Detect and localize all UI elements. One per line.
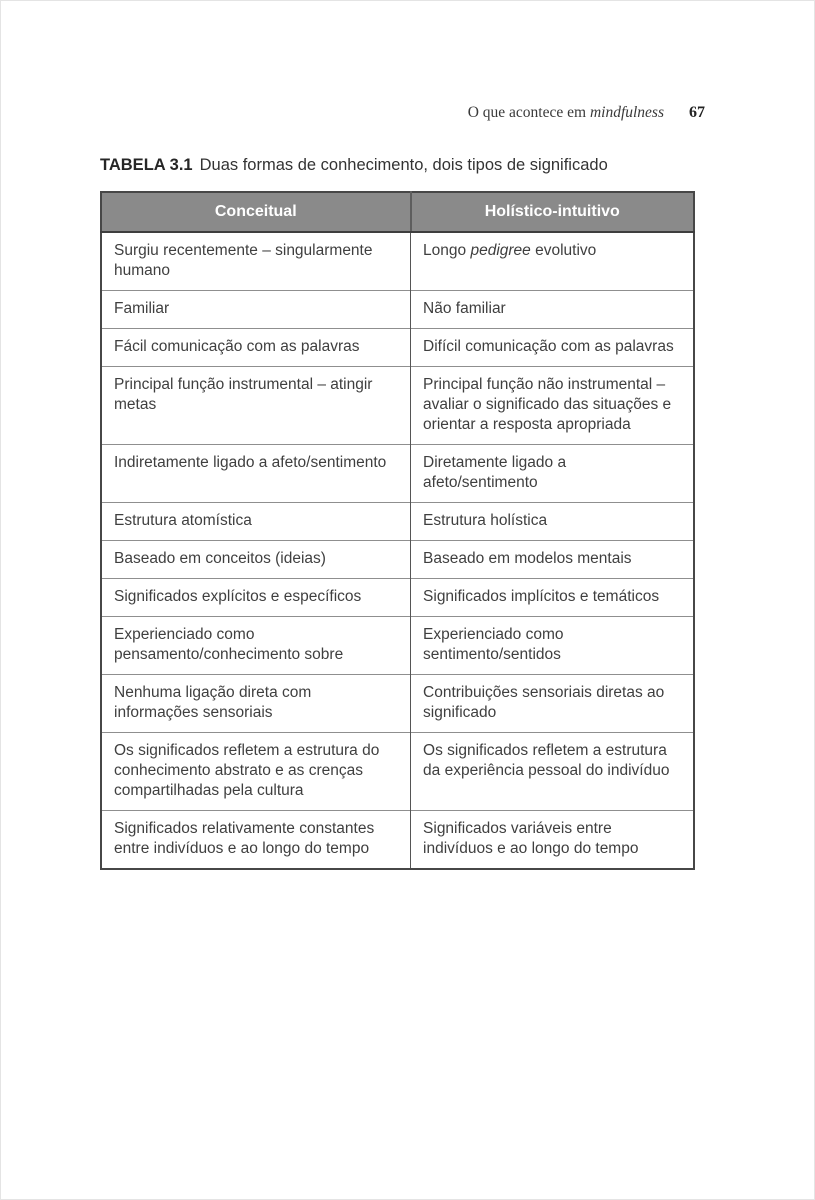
cell-text: Fácil comunicação com as palavras xyxy=(114,338,360,355)
cell-text: Significados explícitos e específicos xyxy=(114,588,362,605)
table-row xyxy=(101,541,694,579)
column-header-conceitual: Conceitual xyxy=(101,192,411,232)
cell-text: evolutivo xyxy=(530,242,597,259)
running-head-italic: mindfulness xyxy=(589,104,664,121)
table-row xyxy=(101,232,694,291)
cell-text: Nenhuma ligação direta com informações sensoriais xyxy=(114,684,312,721)
table-row xyxy=(101,733,694,811)
table-cell-right xyxy=(411,811,694,870)
table-header-row xyxy=(101,192,694,232)
table-row xyxy=(101,617,694,675)
cell-text: Difícil comunicação com as palavras xyxy=(423,338,674,355)
italic-text: pedigree xyxy=(470,242,531,259)
table-cell-right xyxy=(411,291,694,329)
table-cell-right xyxy=(411,675,694,733)
table-cell-left xyxy=(101,675,411,733)
column-header-holistico-intuitivo: Holístico-intuitivo xyxy=(411,192,694,232)
cell-text: Contribuições sensoriais diretas ao significado xyxy=(423,684,665,721)
table-cell-right xyxy=(411,367,694,445)
cell-text: Baseado em modelos mentais xyxy=(423,550,632,567)
cell-text: Baseado em conceitos (ideias) xyxy=(114,550,326,567)
table-cell-left xyxy=(101,579,411,617)
cell-text: Familiar xyxy=(114,300,170,317)
table-cell-right xyxy=(411,617,694,675)
cell-text: Principal função não instrumental – avaliar o significado das situações e orientar a resposta apropriada xyxy=(423,376,672,433)
cell-text: Significados implícitos e temáticos xyxy=(423,588,660,605)
table-row xyxy=(101,579,694,617)
page-number: 67 xyxy=(689,104,705,121)
cell-text: Principal função instrumental – atingir metas xyxy=(114,376,373,413)
cell-text: Os significados refletem a estrutura do conhecimento abstrato e as crenças compartilhadas pela cultura xyxy=(114,742,380,799)
cell-text: Indiretamente ligado a afeto/sentimento xyxy=(114,454,387,471)
table-label: TABELA 3.1 xyxy=(100,156,193,174)
table-cell-left xyxy=(101,811,411,870)
table-row xyxy=(101,675,694,733)
running-head xyxy=(468,104,705,122)
table-cell-right xyxy=(411,579,694,617)
cell-text: Estrutura atomística xyxy=(114,512,252,529)
table-cell-right xyxy=(411,733,694,811)
table-cell-left xyxy=(101,733,411,811)
table-row xyxy=(101,811,694,870)
table-cell-right xyxy=(411,541,694,579)
table-body xyxy=(101,232,694,869)
table-cell-left xyxy=(101,232,411,291)
cell-text: Não familiar xyxy=(423,300,506,317)
table-cell-left xyxy=(101,617,411,675)
cell-text: Experienciado como sentimento/sentidos xyxy=(423,626,564,663)
cell-text: Estrutura holística xyxy=(423,512,548,529)
cell-text: Longo xyxy=(423,242,471,259)
cell-text: Surgiu recentemente – singularmente humano xyxy=(114,242,373,279)
table-cell-left xyxy=(101,541,411,579)
table-title: Duas formas de conhecimento, dois tipos de significado xyxy=(199,156,608,174)
table-row xyxy=(101,367,694,445)
table-caption xyxy=(100,156,720,175)
table-cell-right xyxy=(411,445,694,503)
cell-text: Os significados refletem a estrutura da experiência pessoal do indivíduo xyxy=(423,742,670,779)
table-cell-right xyxy=(411,503,694,541)
table-cell-left xyxy=(101,329,411,367)
table-cell-left xyxy=(101,291,411,329)
table-row xyxy=(101,329,694,367)
comparison-table xyxy=(100,191,695,870)
table-row xyxy=(101,503,694,541)
cell-text: Experienciado como pensamento/conhecimento sobre xyxy=(114,626,344,663)
table-cell-right xyxy=(411,232,694,291)
cell-text: Diretamente ligado a afeto/sentimento xyxy=(423,454,567,491)
table-cell-left xyxy=(101,445,411,503)
cell-text: Significados variáveis entre indivíduos e ao longo do tempo xyxy=(423,820,639,857)
running-head-text: O que acontece em xyxy=(467,104,590,121)
table-row xyxy=(101,445,694,503)
table-row xyxy=(101,291,694,329)
cell-text: Significados relativamente constantes entre indivíduos e ao longo do tempo xyxy=(114,820,375,857)
table-cell-left xyxy=(101,503,411,541)
table-cell-left xyxy=(101,367,411,445)
table-cell-right xyxy=(411,329,694,367)
